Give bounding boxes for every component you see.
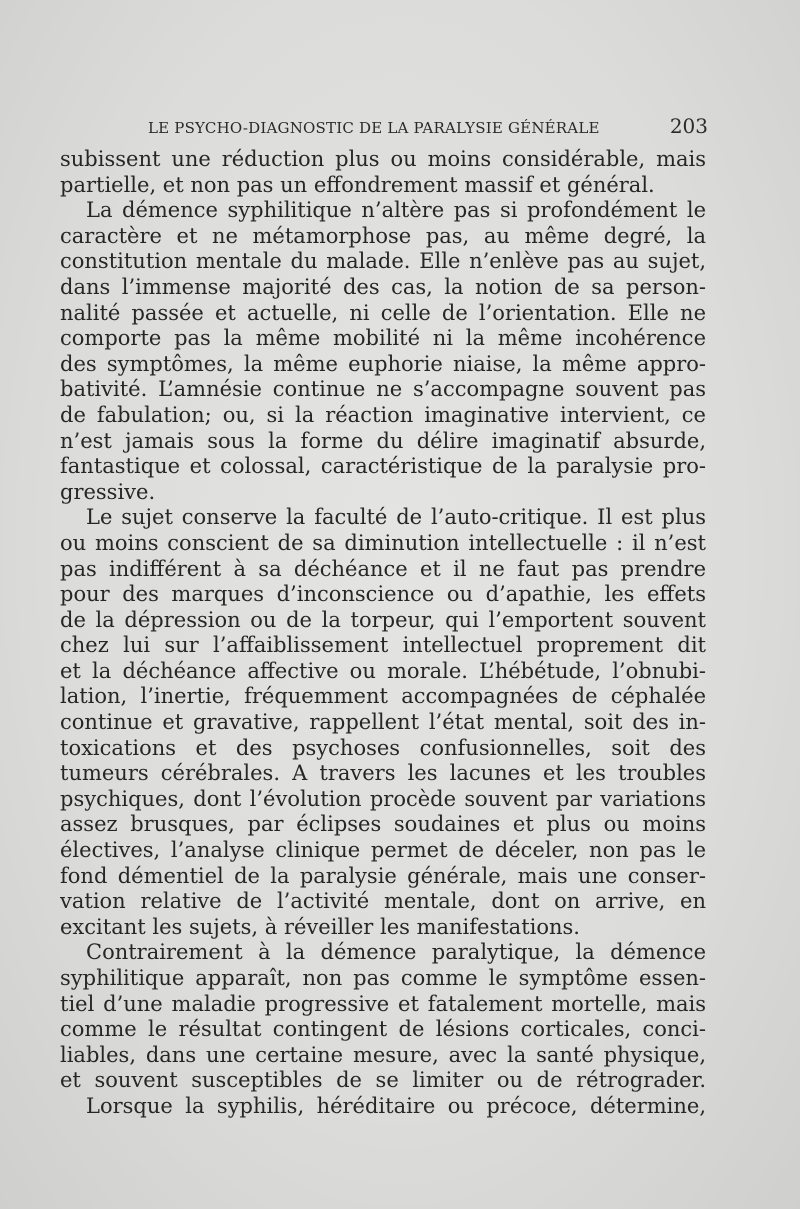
text-line: de la dépression ou de la torpeur, qui l’emportent souvent	[60, 607, 706, 632]
text-line: lation, l’inertie, fréquemment accompagnées de céphalée	[60, 684, 706, 709]
text-line: Lorsque la syphilis, héréditaire ou précoce, détermine,	[86, 1093, 706, 1118]
body-text	[60, 147, 706, 1120]
running-title: LE PSYCHO-DIAGNOSTIC DE LA PARALYSIE GÉNÉRALE	[148, 119, 600, 137]
text-line: et souvent susceptibles de se limiter ou de rétrograder.	[60, 1068, 706, 1093]
text-line: caractère et ne métamorphose pas, au même degré, la	[60, 223, 706, 248]
text-line: ou moins conscient de sa diminution intellectuelle : il n’est	[60, 530, 706, 555]
text-line: chez lui sur l’affaiblissement intellectuel proprement dit	[60, 633, 706, 658]
text-line: électives, l’analyse clinique permet de déceler, non pas le	[60, 838, 706, 863]
text-line: tiel d’une maladie progressive et fatalement mortelle, mais	[60, 991, 706, 1016]
text-line: constitution mentale du malade. Elle n’enlève pas au sujet,	[60, 249, 706, 274]
text-line: psychiques, dont l’évolution procède souvent par variations	[60, 786, 706, 811]
text-line: fond démentiel de la paralysie générale, mais une conser-	[60, 863, 706, 888]
text-line: de fabulation; ou, si la réaction imaginative intervient, ce	[60, 402, 706, 427]
text-line: La démence syphilitique n’altère pas si profondément le	[86, 198, 706, 223]
text-line: comporte pas la même mobilité ni la même incohérence	[60, 326, 706, 351]
running-head	[148, 114, 708, 138]
text-line: Contrairement à la démence paralytique, la démence	[86, 940, 706, 965]
text-line: assez brusques, par éclipses soudaines et plus ou moins	[60, 812, 706, 837]
text-line: vation relative de l’activité mentale, dont on arrive, en	[60, 889, 706, 914]
text-line: pas indifférent à sa déchéance et il ne faut pas prendre	[60, 556, 706, 581]
text-line: bativité. L’amnésie continue ne s’accompagne souvent pas	[60, 377, 706, 402]
text-line: fantastique et colossal, caractéristique de la paralysie pro-	[60, 454, 706, 479]
text-line: n’est jamais sous la forme du délire imaginatif absurde,	[60, 428, 706, 453]
text-line: syphilitique apparaît, non pas comme le symptôme essen-	[60, 966, 706, 990]
text-line: des symptômes, la même euphorie niaise, la même appro-	[60, 351, 706, 376]
text-line: et la déchéance affective ou morale. L’hébétude, l’obnubi-	[60, 658, 706, 683]
text-line: subissent une réduction plus ou moins considérable, mais	[60, 147, 706, 171]
text-line: gressive.	[60, 479, 156, 504]
text-line: dans l’immense majorité des cas, la notion de sa person-	[60, 274, 706, 299]
text-line: partielle, et non pas un effondrement massif et général.	[60, 172, 655, 197]
text-line: continue et gravative, rappellent l’état mental, soit des in-	[60, 710, 706, 735]
text-line: nalité passée et actuelle, ni celle de l’orientation. Elle ne	[60, 300, 706, 325]
text-line: tumeurs cérébrales. A travers les lacunes et les troubles	[60, 761, 706, 786]
text-line: excitant les sujets, à réveiller les manifestations.	[60, 914, 580, 939]
text-line: toxications et des psychoses confusionnelles, soit des	[60, 735, 706, 760]
text-line: liables, dans une certaine mesure, avec la santé physique,	[60, 1042, 706, 1067]
page-number: 203	[669, 114, 708, 138]
text-line: Le sujet conserve la faculté de l’auto-critique. Il est plus	[86, 505, 706, 530]
text-line: pour des marques d’inconscience ou d’apathie, les effets	[60, 582, 706, 607]
text-line: comme le résultat contingent de lésions corticales, conci-	[60, 1017, 706, 1042]
